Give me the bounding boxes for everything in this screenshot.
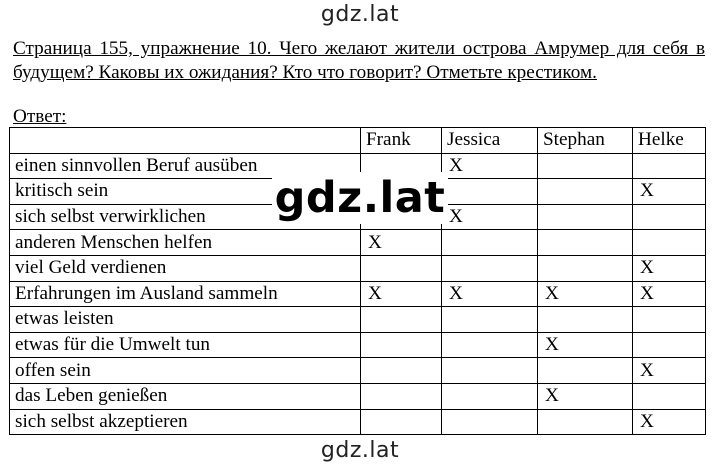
- mark-cell: [442, 179, 538, 205]
- mark-cell: [538, 179, 633, 205]
- row-label: viel Geld verdienen: [10, 255, 361, 281]
- mark-cell: [361, 307, 442, 333]
- mark-cell: X: [633, 281, 706, 307]
- mark-cell: [442, 358, 538, 384]
- mark-cell: X: [633, 409, 706, 435]
- mark-cell: [633, 332, 706, 358]
- mark-cell: [442, 230, 538, 256]
- row-label: kritisch sein: [10, 179, 361, 205]
- mark-cell: X: [633, 255, 706, 281]
- mark-cell: [538, 307, 633, 333]
- mark-cell: [538, 230, 633, 256]
- mark-cell: X: [442, 281, 538, 307]
- mark-cell: X: [633, 179, 706, 205]
- table-header-helke: Helke: [633, 128, 706, 154]
- table-header-stephan: Stephan: [538, 128, 633, 154]
- mark-cell: [633, 204, 706, 230]
- watermark-bottom: gdz.lat: [320, 438, 400, 463]
- mark-cell: [442, 383, 538, 409]
- mark-cell: [361, 358, 442, 384]
- watermark-top: gdz.lat: [320, 2, 400, 27]
- mark-cell: [442, 307, 538, 333]
- row-label: Erfahrungen im Ausland sammeln: [10, 281, 361, 307]
- mark-cell: X: [538, 281, 633, 307]
- answer-label: Ответ:: [13, 106, 67, 127]
- table-header-row: [10, 128, 706, 154]
- mark-cell: [361, 255, 442, 281]
- table-row: [10, 332, 706, 358]
- row-label: sich selbst akzeptieren: [10, 409, 361, 435]
- mark-cell: X: [538, 383, 633, 409]
- row-label: offen sein: [10, 358, 361, 384]
- mark-cell: [633, 383, 706, 409]
- mark-cell: X: [442, 204, 538, 230]
- mark-cell: [538, 153, 633, 179]
- task-text: Страница 155, упражнение 10. Чего желают жители острова Амрумер для себя в будущем? Каковы их ожидания? Кто что говорит? Отметьте крестиком.: [13, 38, 705, 83]
- mark-cell: [442, 255, 538, 281]
- mark-cell: X: [633, 358, 706, 384]
- mark-cell: [442, 332, 538, 358]
- mark-cell: X: [442, 153, 538, 179]
- mark-cell: [538, 255, 633, 281]
- table-header-frank: Frank: [361, 128, 442, 154]
- mark-cell: [538, 358, 633, 384]
- row-label: etwas leisten: [10, 307, 361, 333]
- row-label: das Leben genießen: [10, 383, 361, 409]
- table-header-cell: [10, 128, 361, 154]
- mark-cell: [633, 153, 706, 179]
- row-label: einen sinnvollen Beruf ausüben: [10, 153, 361, 179]
- mark-cell: [361, 332, 442, 358]
- table-row: [10, 409, 706, 435]
- mark-cell: X: [538, 332, 633, 358]
- table-header-jessica: Jessica: [442, 128, 538, 154]
- table-row: [10, 281, 706, 307]
- mark-cell: [442, 409, 538, 435]
- table-row: [10, 307, 706, 333]
- mark-cell: X: [361, 281, 442, 307]
- mark-cell: [633, 230, 706, 256]
- watermark-center: gdz.lat: [272, 172, 448, 224]
- mark-cell: X: [361, 230, 442, 256]
- mark-cell: [538, 204, 633, 230]
- row-label: etwas für die Umwelt tun: [10, 332, 361, 358]
- mark-cell: [633, 307, 706, 333]
- row-label: anderen Menschen helfen: [10, 230, 361, 256]
- row-label: sich selbst verwirklichen: [10, 204, 361, 230]
- table-row: [10, 255, 706, 281]
- table-row: [10, 230, 706, 256]
- mark-cell: [361, 383, 442, 409]
- mark-cell: [361, 409, 442, 435]
- table-row: [10, 383, 706, 409]
- mark-cell: [538, 409, 633, 435]
- table-row: [10, 358, 706, 384]
